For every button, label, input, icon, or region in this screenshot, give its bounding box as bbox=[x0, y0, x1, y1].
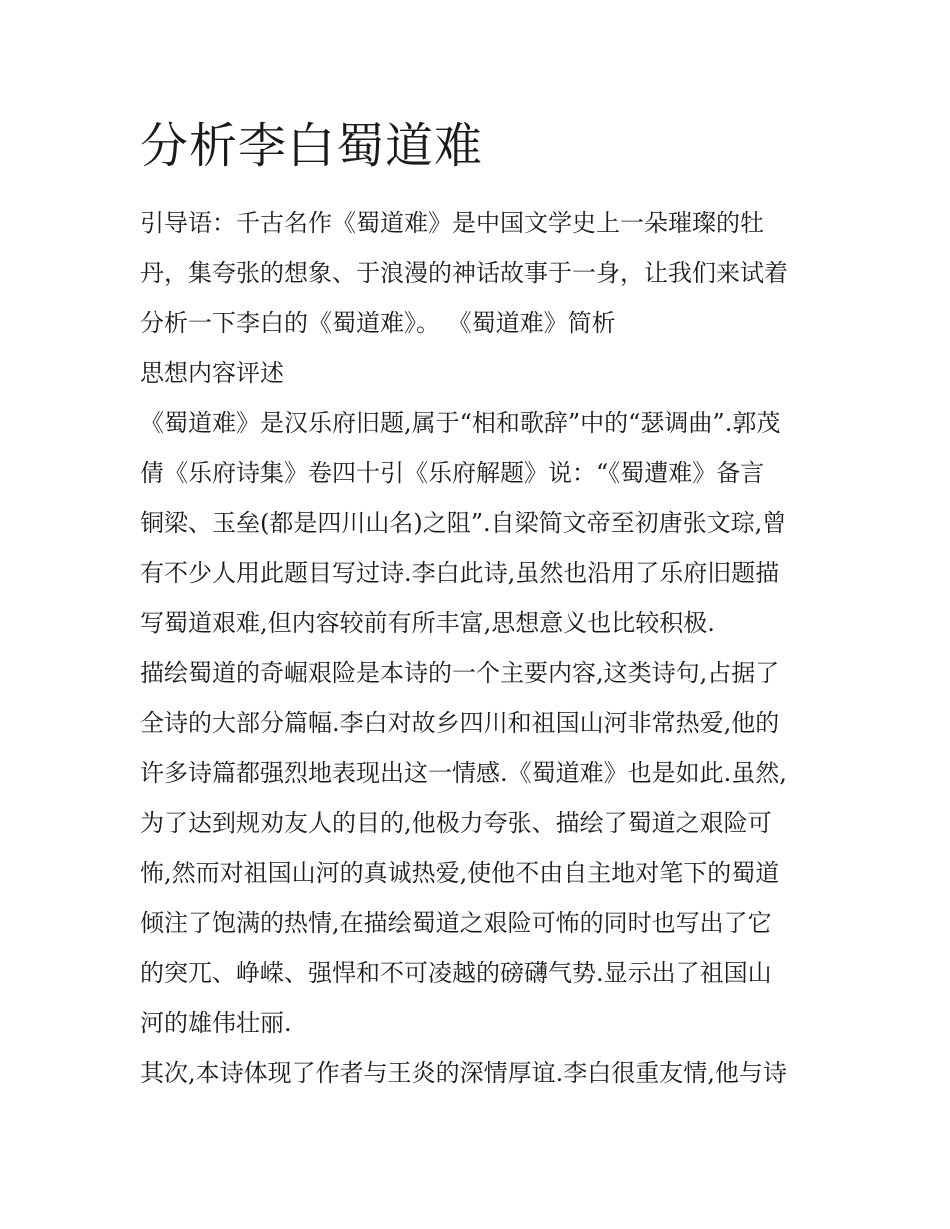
text-line: 引导语：千古名作《蜀道难》是中国文学史上一朵璀璨的牡 bbox=[140, 209, 764, 237]
text-line: 倩《乐府诗集》卷四十引《乐府解题》说：“《蜀遭难》备言 bbox=[140, 459, 765, 487]
text-line: 许多诗篇都强烈地表现出这一情感.《蜀道难》也是如此.虽然, bbox=[140, 759, 787, 787]
text-line: 怖,然而对祖国山河的真诚热爱,使他不由自主地对笔下的蜀道 bbox=[140, 859, 780, 887]
text-line: 为了达到规劝友人的目的,他极力夸张、描绘了蜀道之艰险可 bbox=[140, 809, 772, 837]
text-line: 分析一下李白的《蜀道难》。 《蜀道难》简析 bbox=[140, 309, 616, 337]
text-line: 河的雄伟壮丽. bbox=[140, 1009, 292, 1037]
text-line: 全诗的大部分篇幅.李白对故乡四川和祖国山河非常热爱,他的 bbox=[140, 709, 780, 737]
text-line: 描绘蜀道的奇崛艰险是本诗的一个主要内容,这类诗句,占据了 bbox=[140, 659, 780, 687]
text-line: 有不少人用此题目写过诗.李白此诗,虽然也沿用了乐府旧题描 bbox=[140, 559, 780, 587]
text-line: 丹，集夸张的想象、于浪漫的神话故事于一身，让我们来试着 bbox=[140, 259, 788, 287]
text-line: 的突兀、峥嵘、强悍和不可凌越的磅礴气势.显示出了祖国山 bbox=[140, 959, 772, 987]
text-line: 铜梁、玉垒(都是四川山名)之阻”.自梁简文帝至初唐张文琮,曾 bbox=[140, 509, 787, 537]
document-title: 分析李白蜀道难 bbox=[140, 118, 484, 174]
text-line: 倾注了饱满的热情,在描绘蜀道之艰险可怖的同时也写出了它 bbox=[140, 909, 772, 937]
text-line: 其次,本诗体现了作者与王炎的深情厚谊.李白很重友情,他与诗 bbox=[140, 1059, 787, 1087]
section-heading: 思想内容评述 bbox=[140, 359, 284, 387]
text-line: 《蜀道难》是汉乐府旧题,属于“相和歌辞”中的“瑟调曲”.郭茂 bbox=[140, 409, 781, 437]
text-line: 写蜀道艰难,但内容较前有所丰富,思想意义也比较积极. bbox=[140, 609, 715, 637]
